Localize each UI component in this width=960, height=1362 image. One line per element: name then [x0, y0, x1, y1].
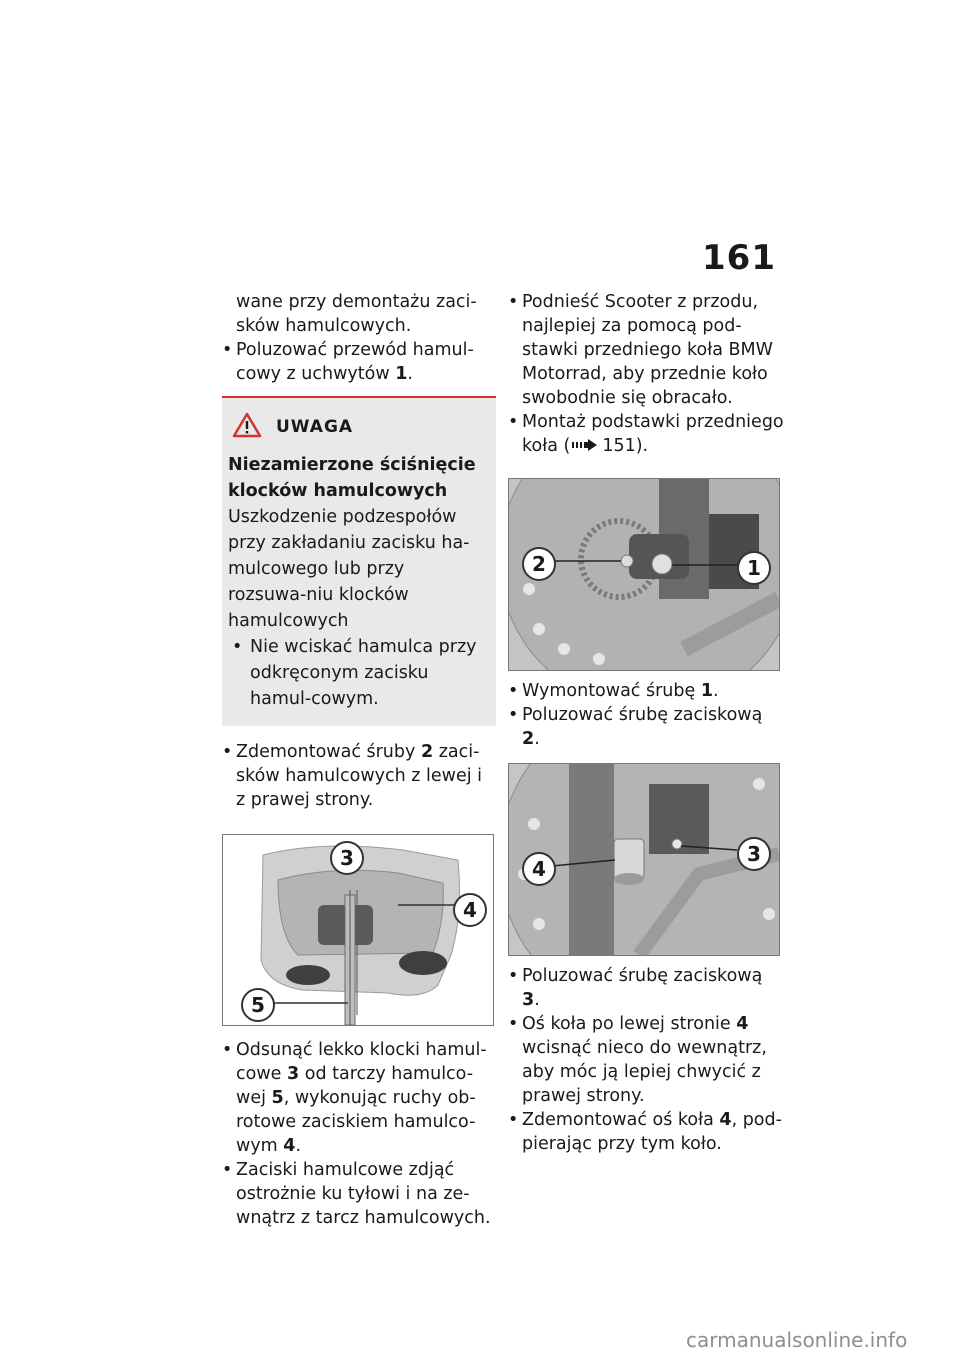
warning-body: Uszkodzenie podzespołów przy zakładaniu zacisku ha-mulcowego lub przy rozsuwa-niu klocków hamulcowych — [228, 507, 470, 631]
warning-heading: Niezamierzone ściśnięcie klocków hamulcowych — [228, 455, 476, 501]
right-column — [508, 290, 784, 1156]
step-loosen-clamp-3: • Poluzować śrubę zaciskową 3. — [508, 964, 784, 1012]
step-remove-screws: • Zdemontować śruby 2 zaci-sków hamulcowych z lewej i z prawej strony. — [222, 740, 494, 812]
label-2: 2 — [522, 547, 556, 581]
step-loosen-clamp-2: • Poluzować śrubę zaciskową 2. — [508, 703, 784, 751]
step-remove-axle: • Zdemontować oś koła 4, pod-pierając przy tym koło. — [508, 1108, 784, 1156]
warning-box — [222, 396, 496, 726]
step-push-axle: • Oś koła po lewej stronie 4 wcisnąć nieco do wewnątrz, aby móc ją lepiej chwycić z prawej strony. — [508, 1012, 784, 1108]
footer-watermark: carmanualsonline.info — [686, 1328, 908, 1352]
label-4: 4 — [522, 852, 556, 886]
figure-wheel-axle-2 — [508, 763, 780, 956]
figure-wheel-axle-1 — [508, 478, 780, 671]
warning-bullet: • Nie wciskać hamulca przy odkręconym zacisku hamul-cowym. — [228, 634, 488, 712]
step-push-pads: • Odsunąć lekko klocki hamul-cowe 3 od tarczy hamulco-wej 5, wykonując ruchy ob-rotowe zaciskiem hamulco-wym 4. — [222, 1038, 494, 1158]
figure-caliper — [222, 834, 494, 1026]
step-front-stand: • Montaż podstawki przedniego koła ( 151). — [508, 410, 784, 458]
page-number: 161 — [702, 238, 776, 278]
page-reference-arrow-icon — [572, 434, 598, 458]
label-5: 5 — [241, 988, 275, 1022]
step-lift-scooter: • Podnieść Scooter z przodu, najlepiej za pomocą pod-stawki przedniego koła BMW Motorrad, aby przednie koło swobodnie się obracało. — [508, 290, 784, 410]
intro-continued: wane przy demontażu zaci-sków hamulcowych. — [236, 292, 477, 336]
warning-title: UWAGA — [276, 417, 354, 437]
label-3: 3 — [330, 841, 364, 875]
left-column — [222, 290, 494, 1230]
step-remove-screw-1: • Wymontować śrubę 1. — [508, 679, 784, 703]
step-remove-calipers: • Zaciski hamulcowe zdjąć ostrożnie ku tyłowi i na ze-wnątrz z tarcz hamulcowych. — [222, 1158, 494, 1230]
label-1: 1 — [737, 551, 771, 585]
warning-triangle-icon — [232, 412, 262, 442]
step-loosen-hose: • Poluzować przewód hamul-cowy z uchwytów 1. — [222, 338, 494, 386]
label-3: 3 — [737, 837, 771, 871]
label-4: 4 — [453, 893, 487, 927]
